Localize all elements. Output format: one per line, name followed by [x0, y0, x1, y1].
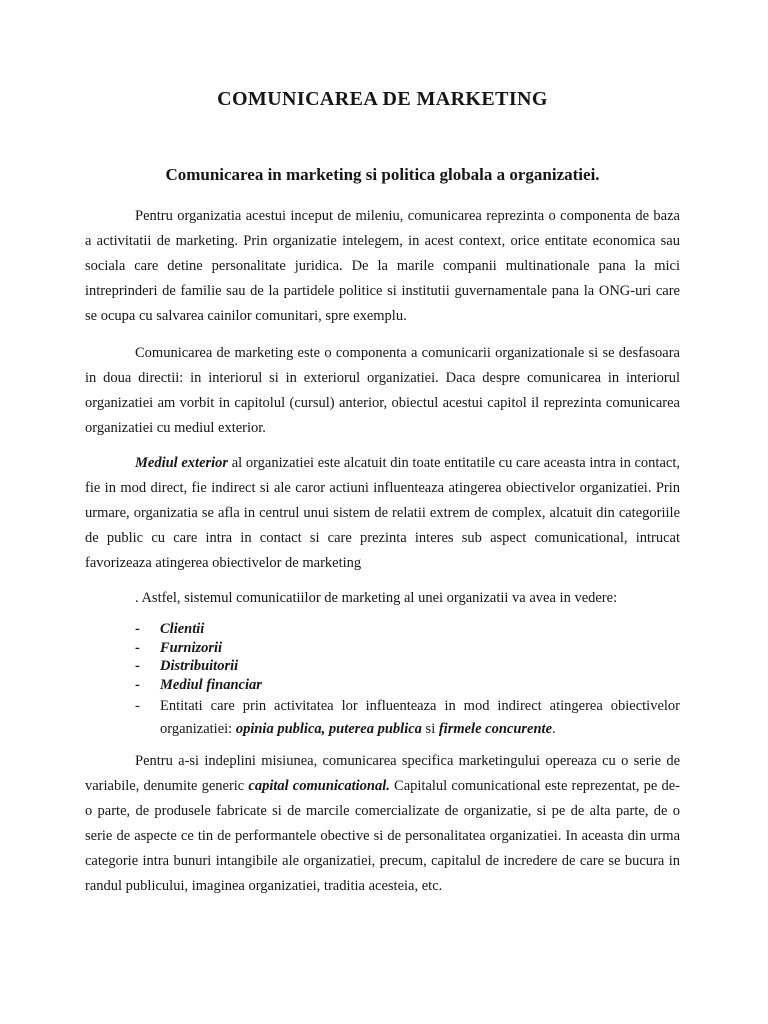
dash-bullet: -: [135, 621, 140, 637]
section-heading: Comunicarea in marketing si politica globala a organizatiei.: [165, 165, 600, 184]
list-item-furnizorii: [135, 639, 680, 658]
paragraph-capital-comunicational: Pentru a-si indeplini misiunea, comunicarea specifica marketingului opereaza cu o serie de variabile, denumite generic capital comunicational. Capitalul comunicational este reprezentat, pe de-o parte, de produsele fabricate si de marcile comercializate de organizatie, si pe de alta parte, de o serie de aspecte ce tin de performantele obective si de personalitatea organizatiei. In aceasta din urma categorie intra bunuri intangibile ale organizatiei, precum, capitalul de incredere de care se bucura in randul publicului, imaginea organizatiei, traditia acesteia, etc.: [85, 753, 681, 894]
stakeholder-list: [85, 620, 680, 741]
paragraph-intro-millennium: Pentru organizatia acestui inceput de mileniu, comunicarea reprezinta o componenta de baza a activitatii de marketing. Prin organizatie intelegem, in acest context, orice entitate economica sau sociala care detine personalitate juridica. De la marile companii multinationale pana la mici intreprinderi de familie sau de la partidele politice si institutii guvernamentale pana la ONG-uri care se ocupa cu salvarea cainilor comunitari, spre exemplu.: [85, 208, 680, 324]
dash-bullet: -: [135, 658, 140, 674]
dash-bullet: -: [135, 676, 140, 693]
document-title: COMUNICAREA DE MARKETING: [217, 88, 548, 110]
list-intro-line: . Astfel, sistemul comunicatiilor de marketing al unei organizatii va avea in vedere:: [135, 590, 618, 606]
list-item-text: Furnizorii: [160, 639, 223, 656]
list-item-text: Distribuitorii: [160, 658, 239, 674]
list-item-text: Mediul financiar: [160, 676, 262, 693]
list-item-distribuitorii: [135, 657, 680, 676]
list-item-mediul-financiar: [135, 676, 680, 695]
dash-bullet: -: [135, 698, 140, 714]
paragraph-mediul-exterior: Mediul exterior al organizatiei este alcatuit din toate entitatile cu care aceasta intra in contact, fie in mod direct, fie indirect si ale caror actiuni influenteaza atingerea obiectivelor organizatiei. Prin urmare, organizatia se afla in centrul unui sistem de relatii extrem de complex, alcatuit din categoriile de public cu care intra in contact si care prezinta interes sub aspect comunicational, intrucat favorizeaza atingerea obiectivelor de marketing: [85, 455, 680, 571]
list-item-clientii: [135, 620, 680, 639]
list-item-entitati: [135, 695, 680, 741]
paragraph-two-directions: Comunicarea de marketing este o componenta a comunicarii organizationale si se desfasoara in doua directii: in interiorul si in exteriorul organizatiei. Daca despre comunicarea in interiorul organizatiei am vorbit in capitolul (cursul) anterior, obiectul acestui capitol il reprezinta comunicarea organizatiei cu mediul exterior.: [85, 345, 680, 436]
list-item-text: Clientii: [160, 621, 205, 637]
list-item-text: Entitati care prin activitatea lor influenteaza in mod indirect atingerea obiectivelor organizatiei: opinia publica, puterea publica si firmele concurente.: [160, 698, 680, 737]
dash-bullet: -: [135, 639, 140, 656]
